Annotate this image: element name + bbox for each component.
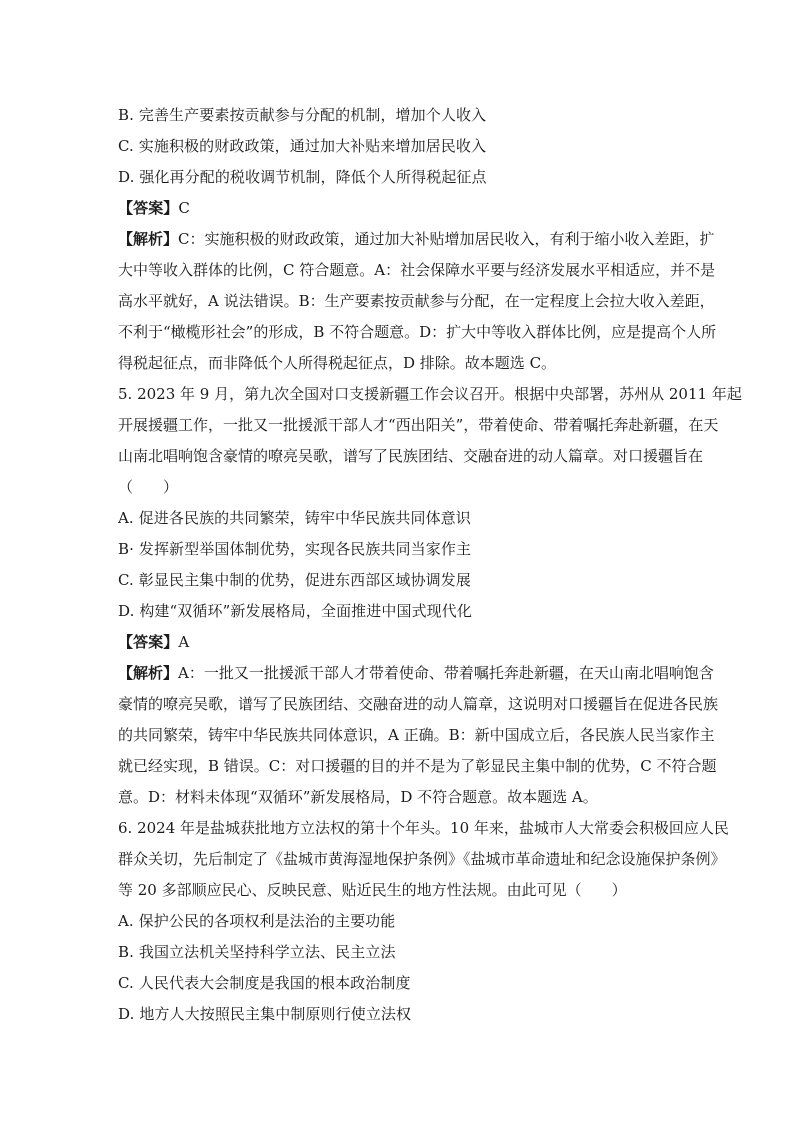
- analysis-line: 豪情的嘹亮吴歌，谱写了民族团结、交融奋进的动人篇章，这说明对口援疆旨在促进各民族: [118, 695, 719, 713]
- analysis-tag: 【解析】: [118, 664, 179, 682]
- answer-line: [118, 193, 678, 224]
- stem-line: （ ）: [118, 478, 179, 496]
- question-6: [118, 813, 729, 1030]
- stem-line: 5. 2023 年 9 月，第九次全国对口支援新疆工作会议召开。根据中央部署，苏州从 2011 年起: [118, 385, 742, 403]
- option-c: C. 实施积极的财政政策，通过加大补贴来增加居民收入: [118, 137, 487, 155]
- question-stem: [118, 813, 729, 906]
- stem-line: 山南北唱响饱含豪情的嘹亮吴歌，谱写了民族团结、交融奋进的动人篇章。对口援疆旨在: [118, 447, 704, 465]
- analysis-line: A：一批又一批援派干部人才带着使命、带着嘱托奔赴新疆，在天山南北唱响饱含: [178, 664, 714, 682]
- analysis-block: [118, 658, 719, 813]
- answer-value: A: [178, 633, 190, 651]
- option-b: B. 我国立法机关坚持科学立法、民主立法: [118, 943, 396, 961]
- option-c: C. 人民代表大会制度是我国的根本政治制度: [118, 974, 411, 992]
- analysis-line: 大中等收入群体的比例，C 符合题意。A：社会保障水平要与经济发展水平相适应，并不是: [118, 261, 716, 279]
- option-d: D. 强化再分配的税收调节机制，降低个人所得税起征点: [118, 168, 487, 186]
- analysis-line: 得税起征点，而非降低个人所得税起征点，D 排除。故本题选 C。: [118, 354, 557, 372]
- analysis-line: 就已经实现，B 错误。C：对口援疆的目的并不是为了彰显民主集中制的优势，C 不符合题: [118, 757, 717, 775]
- stem-line: 开展援疆工作，一批又一批援派干部人才“西出阳关”，带着使命、带着嘱托奔赴新疆，在天: [118, 416, 719, 434]
- stem-line: 群众关切，先后制定了《盐城市黄海湿地保护条例》《盐城市革命遗址和纪念设施保护条例》: [118, 850, 726, 868]
- analysis-line: 的共同繁荣，铸牢中华民族共同体意识，A 正确。B：新中国成立后，各民族人民当家作主: [118, 726, 715, 744]
- answer-tag: 【答案】: [118, 199, 179, 217]
- answer-tag: 【答案】: [118, 633, 179, 651]
- exam-page: [118, 100, 742, 1030]
- stem-line: 等 20 多部顺应民心、反映民意、贴近民生的地方性法规。由此可见（ ）: [118, 881, 627, 899]
- option-d: D. 构建“双循环”新发展格局，全面推进中国式现代化: [118, 602, 472, 620]
- analysis-line: 高水平就好，A 说法错误。B：生产要素按贡献参与分配，在一定程度上会拉大收入差距，: [118, 292, 715, 310]
- analysis-tag: 【解析】: [118, 230, 179, 248]
- analysis-line: 不利于“橄榄形社会”的形成，B 不符合题意。D：扩大中等收入群体比例，应是提高个人所: [118, 323, 717, 341]
- answer-value: C: [178, 199, 190, 217]
- option-a: A. 促进各民族的共同繁荣，铸牢中华民族共同体意识: [118, 509, 471, 527]
- analysis-block: [118, 224, 717, 379]
- option-a: A. 保护公民的各项权利是法治的主要功能: [118, 912, 396, 930]
- answer-line: [118, 627, 678, 658]
- option-d: D. 地方人大按照民主集中制原则行使立法权: [118, 1005, 412, 1023]
- question-5: [118, 379, 742, 813]
- analysis-line: 意。D：材料未体现“双循环”新发展格局，D 不符合题意。故本题选 A。: [118, 788, 598, 806]
- analysis-line: C：实施积极的财政政策，通过加大补贴增加居民收入，有利于缩小收入差距，扩: [178, 230, 715, 248]
- question-4-tail: [118, 100, 717, 379]
- option-b: B· 发挥新型举国体制优势，实现各民族共同当家作主: [118, 540, 472, 558]
- stem-line: 6. 2024 年是盐城获批地方立法权的第十个年头。10 年来，盐城市人大常委会积极回应人民: [118, 819, 729, 837]
- option-c: C. 彰显民主集中制的优势，促进东西部区域协调发展: [118, 571, 471, 589]
- option-b: B. 完善生产要素按贡献参与分配的机制，增加个人收入: [118, 106, 487, 124]
- question-stem: [118, 379, 742, 503]
